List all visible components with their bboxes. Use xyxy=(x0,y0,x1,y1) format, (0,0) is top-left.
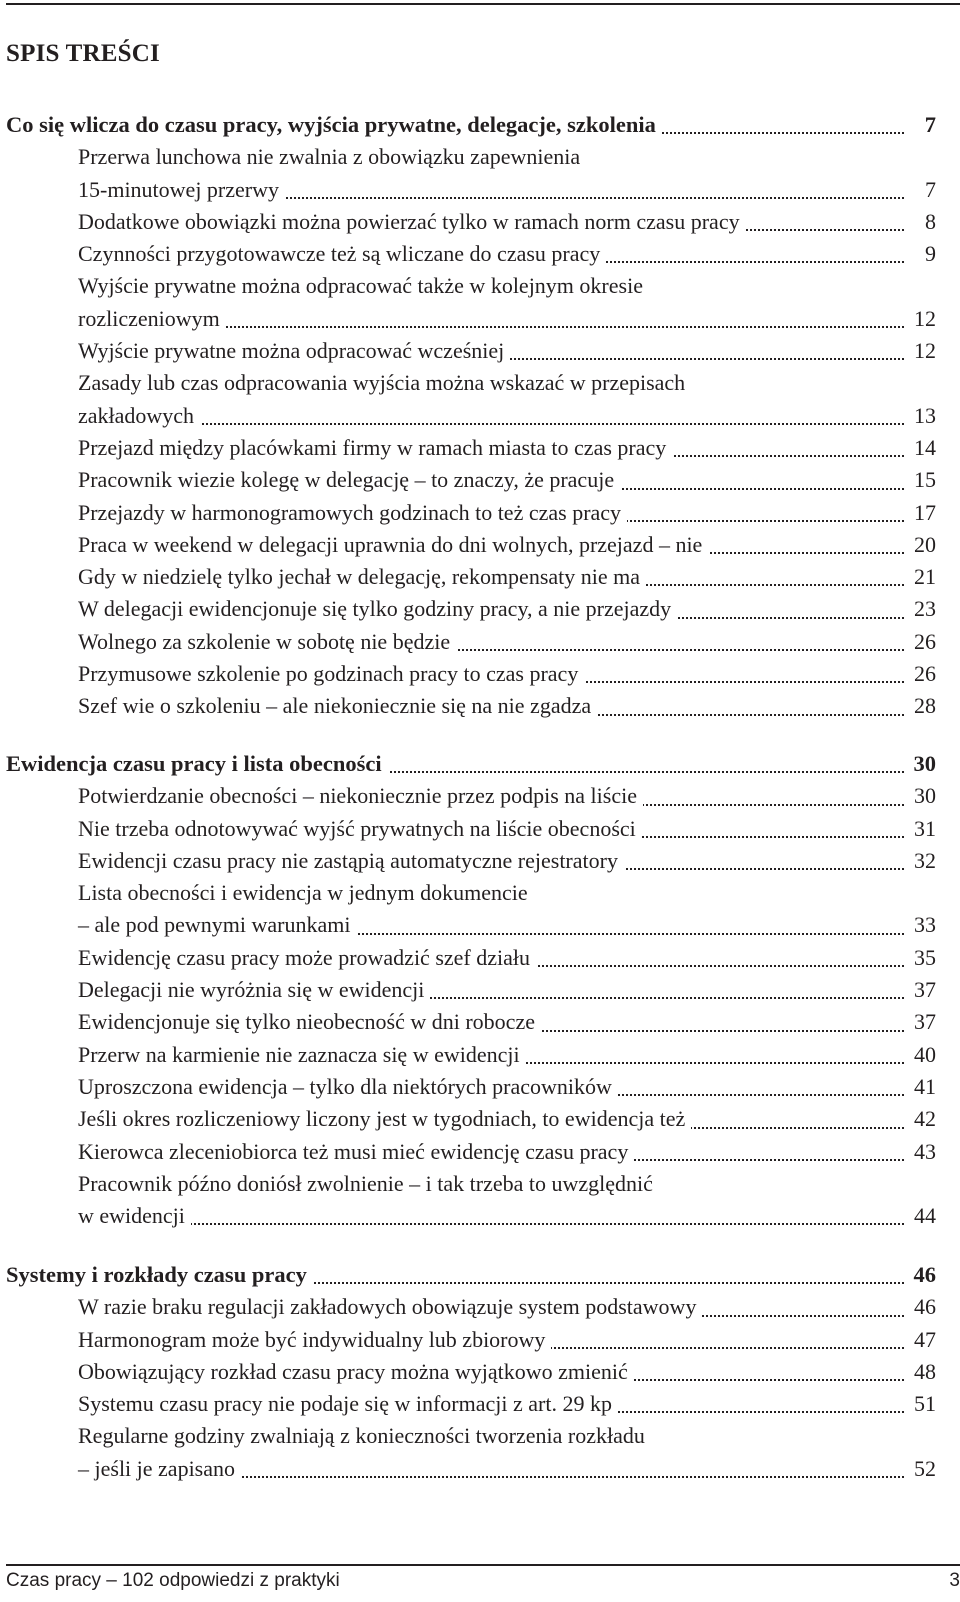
toc-page-number: 12 xyxy=(904,303,936,335)
toc-entry[interactable] xyxy=(78,909,936,941)
toc-entry[interactable] xyxy=(78,367,936,399)
toc-entry-title: Ewidencja czasu pracy i lista obecności xyxy=(6,751,388,776)
toc-entry[interactable] xyxy=(78,529,936,561)
toc-page-number: 43 xyxy=(904,1136,936,1168)
toc-entry[interactable] xyxy=(78,1420,936,1452)
toc-page-number: 52 xyxy=(904,1453,936,1485)
toc-entry-title: Przerw na karmienie nie zaznacza się w ewidencji xyxy=(78,1042,526,1067)
toc-entry[interactable] xyxy=(78,942,936,974)
toc-entry-title: Gdy w niedzielę tylko jechał w delegację, rekompensaty nie ma xyxy=(78,564,646,589)
toc-entry[interactable] xyxy=(78,690,936,722)
toc-entry-title: Co się wlicza do czasu pracy, wyjścia prywatne, delegacje, szkolenia xyxy=(6,112,662,137)
toc-section-3 xyxy=(6,1259,936,1485)
toc-page-number: 35 xyxy=(904,942,936,974)
toc-entry-title: Potwierdzanie obecności – niekoniecznie przez podpis na liście xyxy=(78,783,643,808)
toc-page-number: 48 xyxy=(904,1356,936,1388)
toc-page-number: 15 xyxy=(904,464,936,496)
toc-section-2 xyxy=(6,748,936,1232)
toc-entry-title: W delegacji ewidencjonuje się tylko godziny pracy, a nie przejazdy xyxy=(78,596,677,621)
toc-page-number: 26 xyxy=(904,658,936,690)
toc-entry[interactable] xyxy=(78,1291,936,1323)
toc-entry-title: – jeśli je zapisano xyxy=(78,1456,241,1481)
toc-page-number: 33 xyxy=(904,909,936,941)
toc-entry[interactable] xyxy=(78,1453,936,1485)
toc-page-number: 7 xyxy=(904,174,936,206)
toc-page-number: 8 xyxy=(904,206,936,238)
toc-page-number: 51 xyxy=(904,1388,936,1420)
toc-entry[interactable] xyxy=(78,1168,936,1200)
toc-page-number: 47 xyxy=(904,1324,936,1356)
toc-section-heading[interactable] xyxy=(6,1259,936,1291)
toc-page-number: 37 xyxy=(904,974,936,1006)
toc-page-number: 37 xyxy=(904,1006,936,1038)
toc-page-number: 12 xyxy=(904,335,936,367)
toc-entry-title: Regularne godziny zwalniają z konieczności tworzenia rozkładu xyxy=(78,1423,651,1448)
footer-title: Czas pracy – 102 odpowiedzi z praktyki xyxy=(6,1570,340,1591)
toc-section-heading[interactable] xyxy=(6,748,936,780)
page-footer xyxy=(6,1570,960,1592)
toc-page-number: 32 xyxy=(904,845,936,877)
toc-entry-title: Ewidencję czasu pracy może prowadzić szef działu xyxy=(78,945,536,970)
top-rule xyxy=(6,3,960,5)
toc-entry[interactable] xyxy=(78,432,936,464)
toc-page-number: 46 xyxy=(904,1259,936,1291)
toc-entry[interactable] xyxy=(78,845,936,877)
toc-page-number: 20 xyxy=(904,529,936,561)
page-title: SPIS TREŚCI xyxy=(6,40,160,67)
toc-entry-title: Dodatkowe obowiązki można powierzać tylko w ramach norm czasu pracy xyxy=(78,209,746,234)
toc-entry-title: Wyjście prywatne można odpracować także w kolejnym okresie xyxy=(78,273,649,298)
toc-entry-title: Wolnego za szkolenie w sobotę nie będzie xyxy=(78,629,456,654)
toc-entry[interactable] xyxy=(78,1356,936,1388)
toc-entry-title: Przejazdy w harmonogramowych godzinach to też czas pracy xyxy=(78,500,627,525)
toc-entry-title: Praca w weekend w delegacji uprawnia do dni wolnych, przejazd – nie xyxy=(78,532,708,557)
toc-entry[interactable] xyxy=(78,1136,936,1168)
toc-entry-title: W razie braku regulacji zakładowych obowiązuje system podstawowy xyxy=(78,1294,702,1319)
toc-entry[interactable] xyxy=(78,1324,936,1356)
toc-entry[interactable] xyxy=(78,174,936,206)
toc-entry[interactable] xyxy=(78,238,936,270)
toc-entry-title: w ewidencji xyxy=(78,1203,191,1228)
toc-entry-title: Nie trzeba odnotowywać wyjść prywatnych na liście obecności xyxy=(78,816,642,841)
toc-entry[interactable] xyxy=(78,813,936,845)
toc-entry[interactable] xyxy=(78,1039,936,1071)
toc-entry-title: Lista obecności i ewidencja w jednym dokumencie xyxy=(78,880,534,905)
toc-page-number: 28 xyxy=(904,690,936,722)
toc-page-number: 14 xyxy=(904,432,936,464)
toc-page-number: 9 xyxy=(904,238,936,270)
toc-page-number: 44 xyxy=(904,1200,936,1232)
toc-entry[interactable] xyxy=(78,626,936,658)
toc-entry-title: Ewidencji czasu pracy nie zastąpią automatyczne rejestratory xyxy=(78,848,624,873)
toc-entry-title: Szef wie o szkoleniu – ale niekoniecznie się na nie zgadza xyxy=(78,693,597,718)
toc-entry[interactable] xyxy=(78,1388,936,1420)
toc-entry[interactable] xyxy=(78,593,936,625)
dot-leader xyxy=(78,423,936,425)
toc-entry-title: Systemy i rozkłady czasu pracy xyxy=(6,1262,313,1287)
toc-page-number: 13 xyxy=(904,400,936,432)
toc-page-number: 23 xyxy=(904,593,936,625)
toc-entry-title: Ewidencjonuje się tylko nieobecność w dni robocze xyxy=(78,1009,541,1034)
toc-entry[interactable] xyxy=(78,780,936,812)
toc-entry-title: Zasady lub czas odpracowania wyjścia można wskazać w przepisach xyxy=(78,370,691,395)
toc-entry[interactable] xyxy=(78,303,936,335)
toc-entry-title: Harmonogram może być indywidualny lub zbiorowy xyxy=(78,1327,551,1352)
footer-rule xyxy=(6,1564,960,1566)
toc-page-number: 42 xyxy=(904,1103,936,1135)
toc-entry-title: Jeśli okres rozliczeniowy liczony jest w tygodniach, to ewidencja też xyxy=(78,1106,691,1131)
toc-page-number: 41 xyxy=(904,1071,936,1103)
toc-entry-title: Uproszczona ewidencja – tylko dla niektórych pracowników xyxy=(78,1074,618,1099)
toc-entry[interactable] xyxy=(78,335,936,367)
toc-entry-title: rozliczeniowym xyxy=(78,306,226,331)
toc-entry-title: Przerwa lunchowa nie zwalnia z obowiązku zapewnienia xyxy=(78,144,586,169)
toc-section-heading[interactable] xyxy=(6,109,936,141)
toc-entry-title: Przejazd między placówkami firmy w ramach miasta to czas pracy xyxy=(78,435,672,460)
toc-entry[interactable] xyxy=(78,877,936,909)
toc-page-number: 7 xyxy=(904,109,936,141)
toc-entry-title: 15-minutowej przerwy xyxy=(78,177,285,202)
toc-entry[interactable] xyxy=(78,1200,936,1232)
toc-page-number: 30 xyxy=(904,780,936,812)
dot-leader xyxy=(78,1223,936,1225)
toc-entry-title: – ale pod pewnymi warunkami xyxy=(78,912,357,937)
toc-entry-title: Czynności przygotowawcze też są wliczane do czasu pracy xyxy=(78,241,606,266)
toc-entry[interactable] xyxy=(78,141,936,173)
toc-entry[interactable] xyxy=(78,974,936,1006)
toc-page-number: 30 xyxy=(904,748,936,780)
toc-entry[interactable] xyxy=(78,206,936,238)
toc-entry[interactable] xyxy=(78,1006,936,1038)
toc-page-number: 21 xyxy=(904,561,936,593)
toc-page-number: 40 xyxy=(904,1039,936,1071)
toc-entry[interactable] xyxy=(78,400,936,432)
toc-entry[interactable] xyxy=(78,464,936,496)
toc-entry[interactable] xyxy=(78,497,936,529)
footer-page-number: 3 xyxy=(949,1570,960,1591)
toc-entry-title: Kierowca zleceniobiorca też musi mieć ewidencję czasu pracy xyxy=(78,1139,634,1164)
toc-entry-title: Pracownik późno doniósł zwolnienie – i tak trzeba to uwzględnić xyxy=(78,1171,659,1196)
toc-entry[interactable] xyxy=(78,658,936,690)
toc-entry-title: Przymusowe szkolenie po godzinach pracy to czas pracy xyxy=(78,661,584,686)
toc-page-number: 26 xyxy=(904,626,936,658)
toc-entry-title: zakładowych xyxy=(78,403,200,428)
toc-entry-title: Delegacji nie wyróżnia się w ewidencji xyxy=(78,977,430,1002)
toc-entry[interactable] xyxy=(78,1071,936,1103)
toc-entry[interactable] xyxy=(78,270,936,302)
toc-entry-title: Systemu czasu pracy nie podaje się w informacji z art. 29 kp xyxy=(78,1391,618,1416)
toc-entry-title: Obowiązujący rozkład czasu pracy można wyjątkowo zmienić xyxy=(78,1359,634,1384)
toc-page-number: 17 xyxy=(904,497,936,529)
toc-page-number: 46 xyxy=(904,1291,936,1323)
toc-section-1 xyxy=(6,109,936,723)
toc-entry[interactable] xyxy=(78,561,936,593)
toc-entry-title: Pracownik wiezie kolegę w delegację – to znaczy, że pracuje xyxy=(78,467,620,492)
toc-page-number: 31 xyxy=(904,813,936,845)
toc-entry-title: Wyjście prywatne można odpracować wcześniej xyxy=(78,338,510,363)
toc-entry[interactable] xyxy=(78,1103,936,1135)
